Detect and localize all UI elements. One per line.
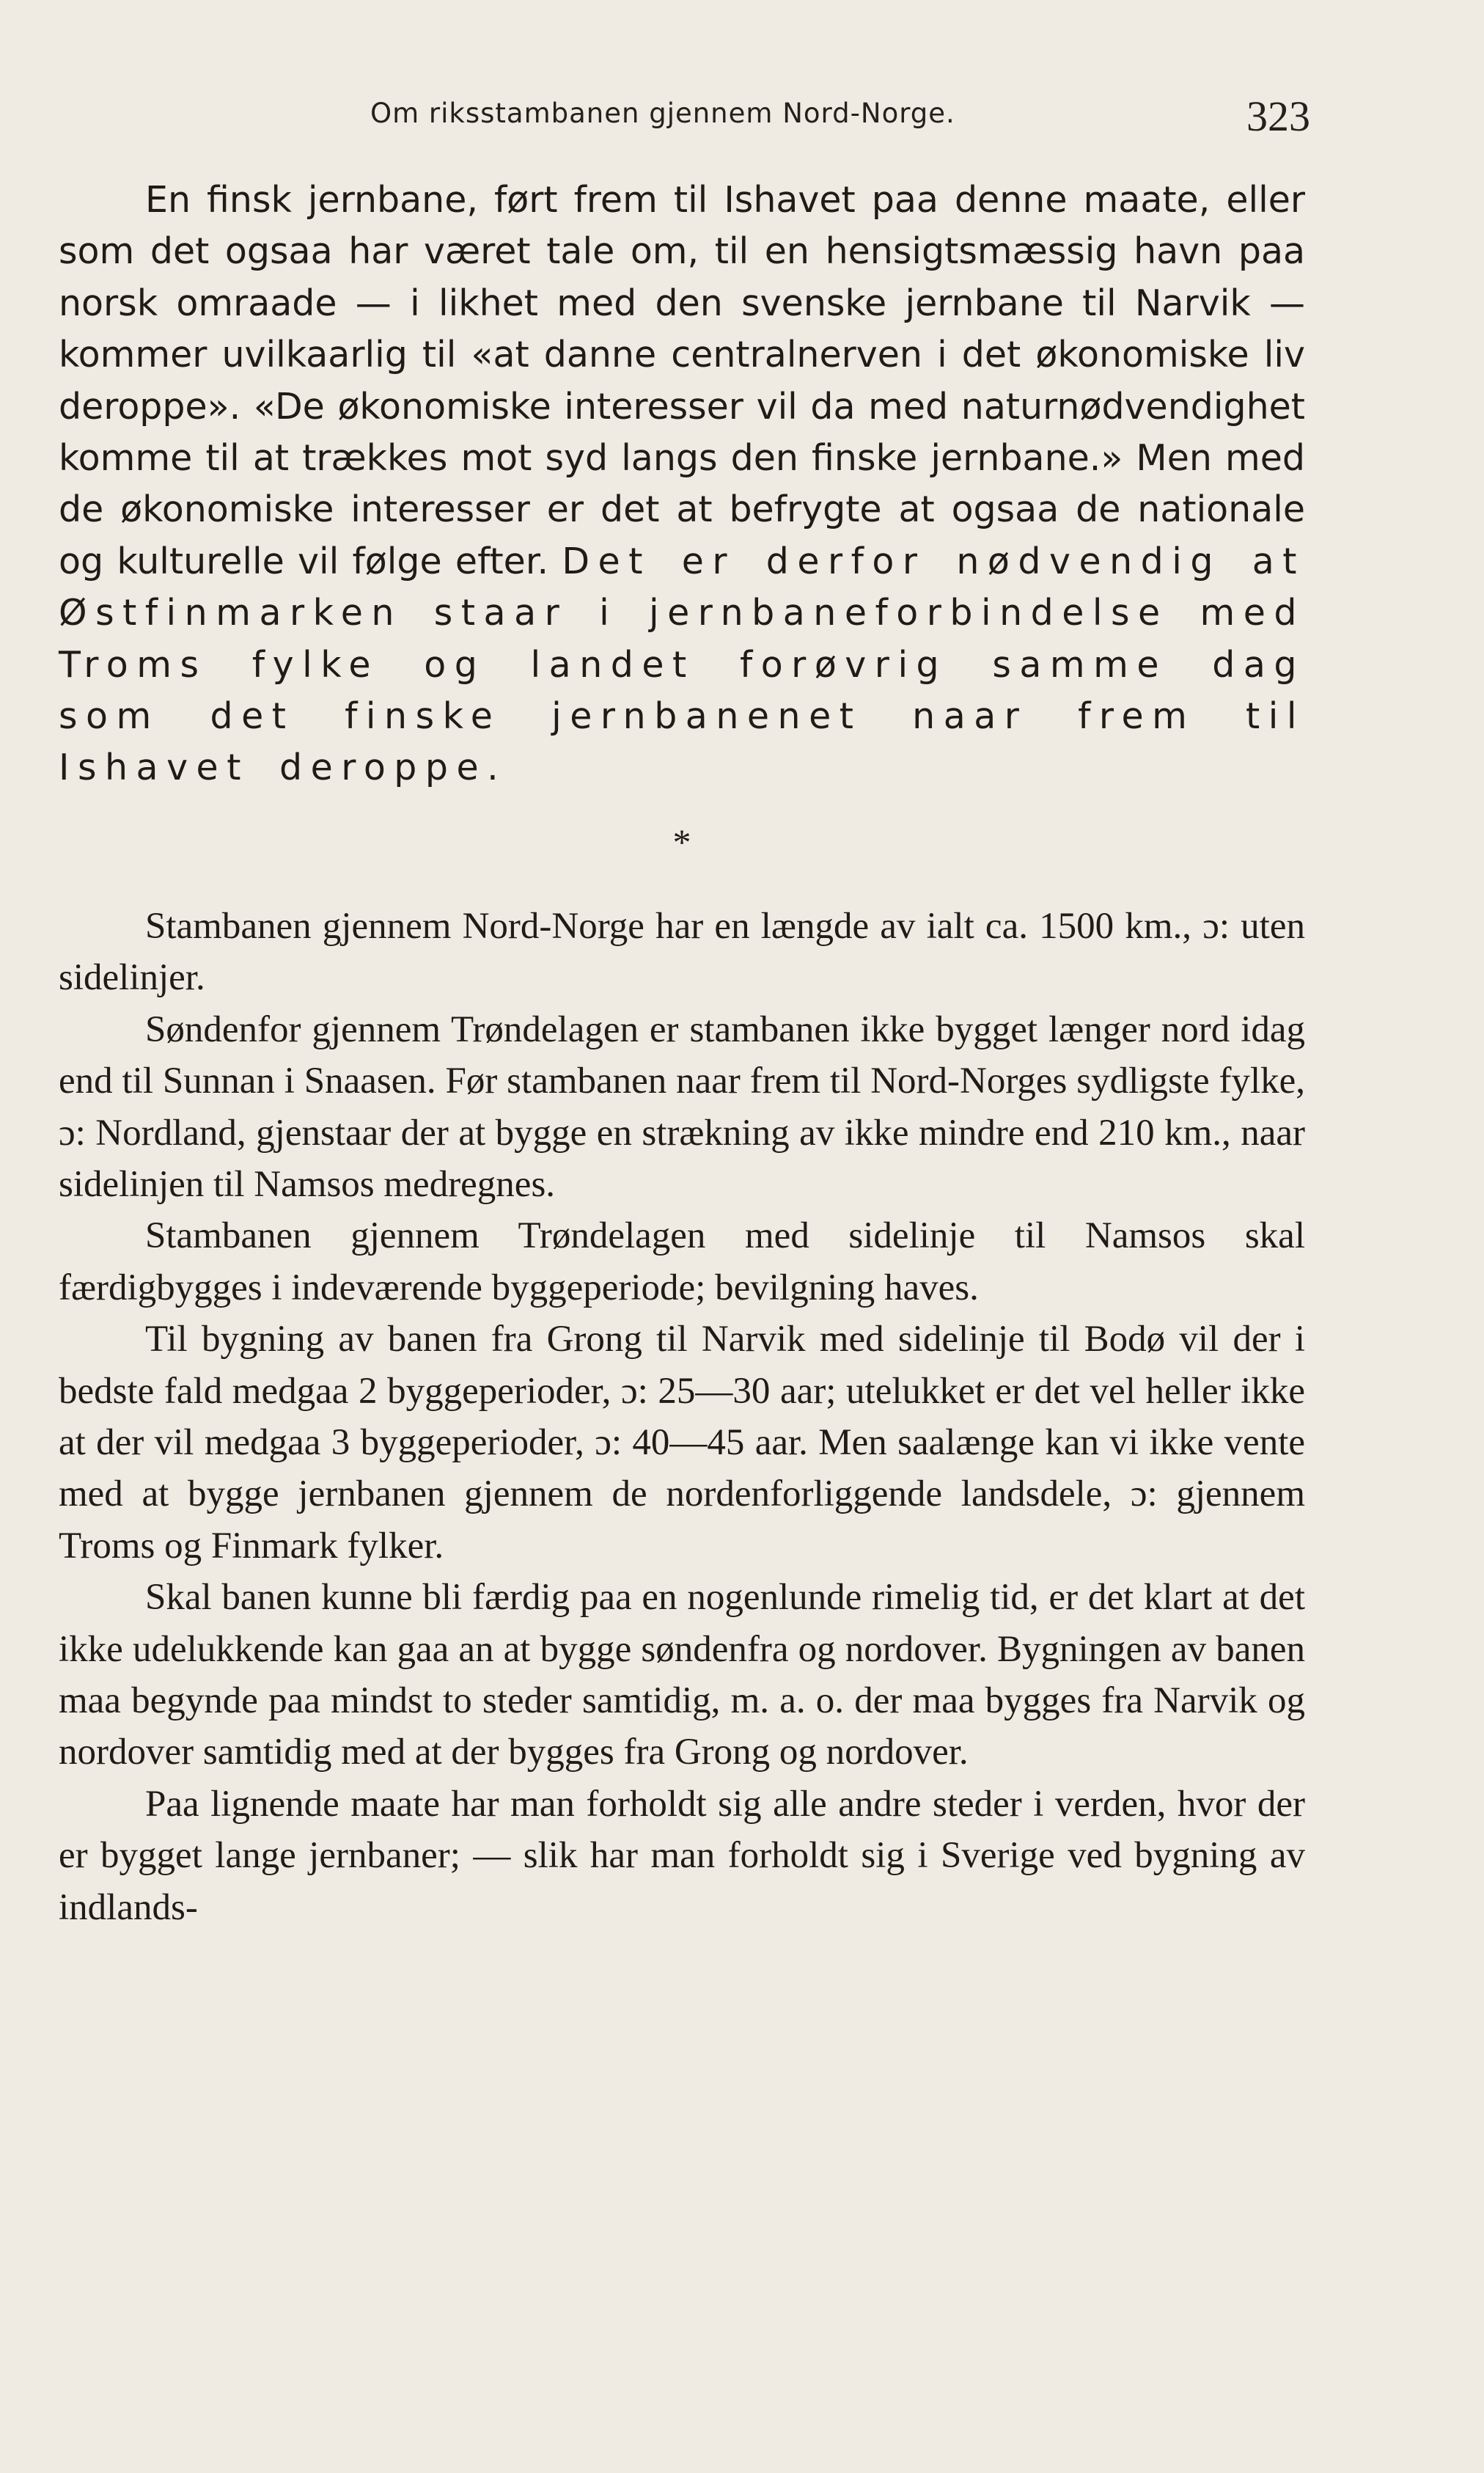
running-head [0, 92, 1484, 150]
section-separator: * [672, 821, 691, 862]
paragraph-grong-narvik: Til bygning av banen fra Grong til Narvik med sidelinje til Bodø vil der i bedste fald medgaa 2 byggeperioder, ɔ: 25—30 aar; utelukket er det vel heller ikke at der vil medgaa 3 byggeperioder, ɔ: 40—45 aar. Men saalænge kan vi ikke vente med at bygge jernbanen gjennem de nordenforliggende landsdele, ɔ: gjennem Troms og Finmark fylker. [59, 1319, 1305, 1567]
paragraph-regular-text: En finsk jernbane, ført frem til Ishavet paa denne maate, eller som det ogsaa har været tale om, til en hensigtsmæssig havn paa norsk omraade — i likhet med den svenske jernbane til Narvik — kommer uvilkaarlig til «at danne centralnerven i det økonomiske liv deroppe». «De økonomiske interesser vil da med naturnødvendighet komme til at trækkes mot syd langs den finske jernbane.» Men med de økonomiske interesser er det at befrygte at ogsaa de nationale og kulturelle vil følge efter. [59, 179, 1305, 582]
paragraph-other-countries: Paa lignende maate har man forholdt sig alle andre steder i verden, hvor der er bygget lange jernbaner; — slik har man forholdt sig i Sverige ved bygning av indlands- [59, 1783, 1305, 1928]
paragraph-namsos: Stambanen gjennem Trøndelagen med sidelinje til Namsos skal færdigbygges i indeværende byggeperiode; bevilgning haves. [59, 1215, 1305, 1308]
running-title: Om riksstambanen gjennem Nord-Norge. [370, 98, 955, 129]
paragraph-finnish-railway [59, 175, 1305, 794]
paragraph-spaced-emphasis: Det er derfor nødvendig at Østfinmarken staar i jernbaneforbindelse med Troms fylke og landet forøvrig samme dag som det finske jernbanenet naar frem til Ishavet deroppe. [59, 540, 1306, 789]
paragraph-length: Stambanen gjennem Nord-Norge har en længde av ialt ca. 1500 km., ɔ: uten sidelinjer. [59, 905, 1305, 999]
body-text [59, 175, 1305, 1933]
page-number: 323 [1246, 92, 1310, 140]
paragraph-trondelagen: Søndenfor gjennem Trøndelagen er stambanen ikke bygget længer nord idag end til Sunnan i Snaasen. Før stambanen naar frem til Nord-Norges sydligste fylke, ɔ: Nordland, gjenstaar der at bygge en strækning av ikke mindre end 210 km., naar sidelinjen til Namsos medregnes. [59, 1008, 1305, 1205]
paragraph-build-timeline: Skal banen kunne bli færdig paa en nogenlunde rimelig tid, er det klart at det ikke udelukkende kan gaa an at bygge søndenfra og nordover. Bygningen av banen maa begynde paa mindst to steder samtidig, m. a. o. der maa bygges fra Narvik og nordover samtidig med at der bygges fra Grong og nordover. [59, 1577, 1305, 1773]
